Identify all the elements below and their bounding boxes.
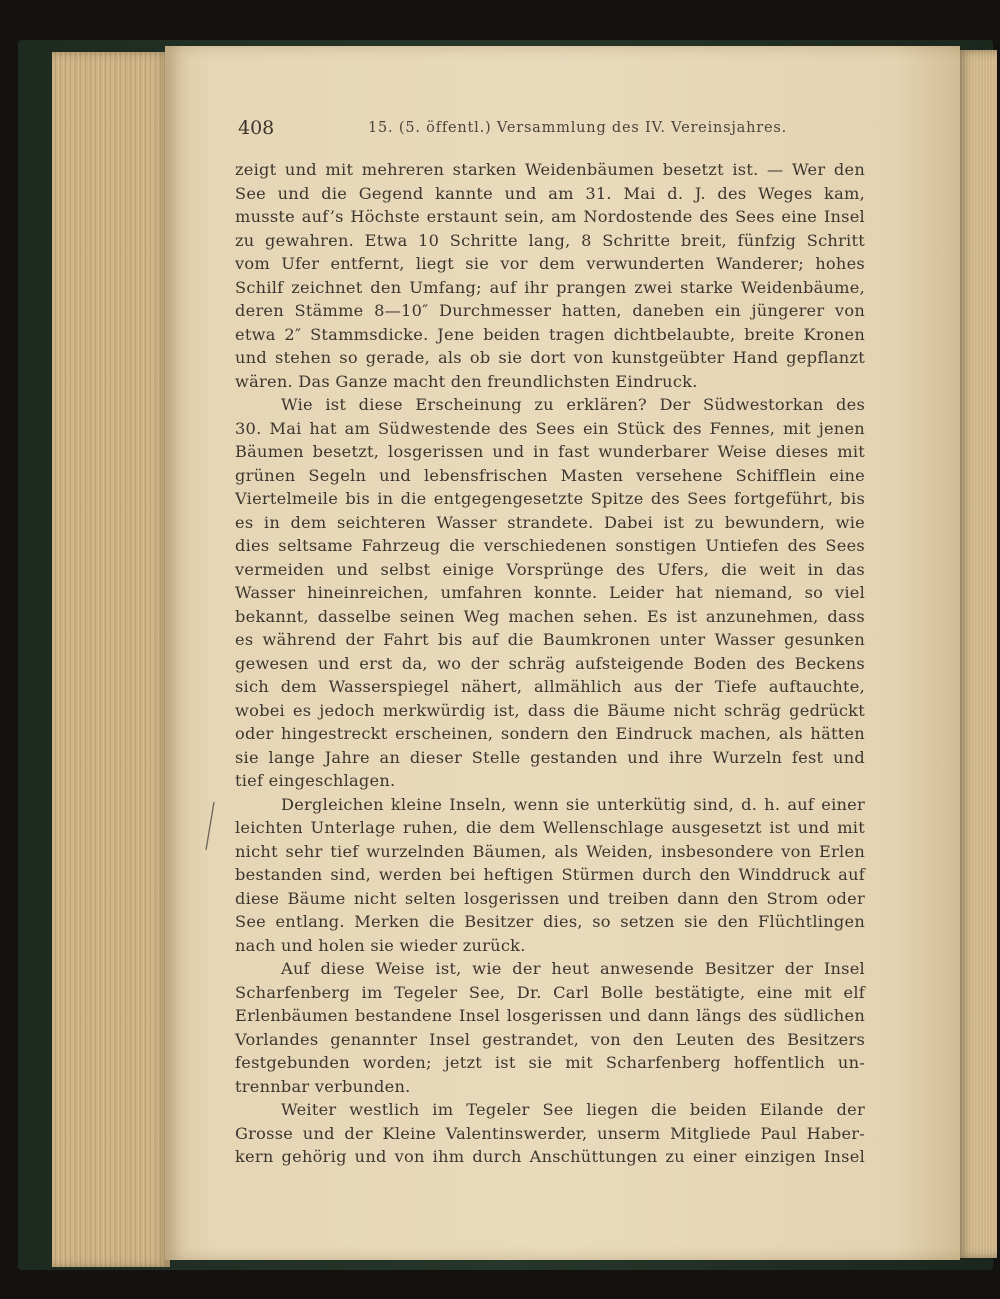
text-line: trennbar verbunden. [235,1076,411,1096]
text-line: oder hingestreckt erscheinen, sondern den Eindruck machen, als hätten [235,724,865,743]
text-line: Auf diese Weise ist, wie der heut anwesende Besitzer der Insel [281,959,865,978]
page-number: 408 [238,117,275,139]
text-line: Wasser hineinreichen, umfahren konnte. Leider hat niemand, so viel [235,583,865,602]
text-line: es während der Fahrt bis auf die Baumkronen unter Wasser gesunken [235,630,865,649]
text-line: dies seltsame Fahrzeug die verschiedenen sonstigen Untiefen des Sees [235,536,865,555]
text-line: festgebunden worden; jetzt ist sie mit Scharfenberg hoffentlich un- [235,1053,865,1072]
body-text [235,158,865,1169]
page-header [238,117,868,141]
text-line: Grosse und der Kleine Valentinswerder, unserm Mitgliede Paul Haber- [235,1123,865,1143]
text-line: See und die Gegend kannte und am 31. Mai d. J. des Weges kam, [235,183,865,203]
text-line: Vorlandes genannter Insel gestrandet, von den Leuten des Besitzers [235,1029,865,1049]
text-line: tief eingeschlagen. [235,771,396,790]
text-line: und stehen so gerade, als ob sie dort von kunstgeübter Hand gepflanzt [235,348,865,367]
text-line: Weiter westlich im Tegeler See liegen die beiden Eilande der [281,1100,865,1119]
text-line: zeigt und mit mehreren starken Weidenbäumen besetzt ist. — Wer den [235,160,865,179]
text-line: Viertelmeile bis in die entgegengesetzte Spitze des Sees fortgeführt, bis [235,489,865,508]
text-line: vermeiden und selbst einige Vorsprünge des Ufers, die weit in das [235,559,865,579]
text-line: deren Stämme 8—10″ Durchmesser hatten, daneben ein jüngerer von [235,301,865,320]
text-line: Scharfenberg im Tegeler See, Dr. Carl Bolle bestätigte, eine mit elf [235,982,865,1002]
text-line: bestanden sind, werden bei heftigen Stürmen durch den Winddruck auf [235,865,865,884]
text-line: vom Ufer entfernt, liegt sie vor dem verwunderten Wanderer; hohes [235,254,865,273]
text-line: Schilf zeichnet den Umfang; auf ihr prangen zwei starke Weidenbäume, [235,277,865,297]
text-line: leichten Unterlage ruhen, die dem Wellenschlage ausgesetzt ist und mit [235,818,865,837]
text-line: zu gewahren. Etwa 10 Schritte lang, 8 Schritte breit, fünfzig Schritt [235,230,865,250]
text-line: musste auf’s Höchste erstaunt sein, am Nordostende des Sees eine Insel [235,207,865,226]
text-line: wären. Das Ganze macht den freundlichsten Eindruck. [235,371,698,391]
text-line: nicht sehr tief wurzelnden Bäumen, als Weiden, insbesondere von Erlen [235,841,865,861]
text-line: kern gehörig und von ihm durch Anschüttungen zu einer einzigen Insel [235,1147,865,1166]
text-line: nach und holen sie wieder zurück. [235,935,526,955]
pencil-margin-mark [203,800,217,852]
running-head: 15. (5. öffentl.) Versammlung des IV. Vereinsjahres. [368,120,788,136]
text-line: bekannt, dasselbe seinen Weg machen sehen. Es ist anzunehmen, dass [235,606,865,626]
text-line: gewesen und erst da, wo der schräg aufsteigende Boden des Beckens [235,653,865,673]
text-line: diese Bäume nicht selten losgerissen und treiben dann den Strom oder [235,888,865,908]
text-line: 30. Mai hat am Südwestende des Sees ein Stück des Fennes, mit jenen [235,418,865,438]
text-line: sich dem Wasserspiegel nähert, allmählich aus der Tiefe auftauchte, [235,677,865,696]
text-line: See entlang. Merken die Besitzer dies, so setzen sie den Flüchtlingen [235,912,865,931]
text-line: grünen Segeln und lebensfrischen Masten versehene Schifflein eine [235,465,865,485]
page-stack-right [955,50,997,1258]
text-line: sie lange Jahre an dieser Stelle gestanden und ihre Wurzeln fest und [235,747,865,767]
text-line: wobei es jedoch merkwürdig ist, dass die Bäume nicht schräg gedrückt [235,700,865,720]
text-line: etwa 2″ Stammsdicke. Jene beiden tragen dichtbelaubte, breite Kronen [235,324,865,344]
page-stack-left [52,52,170,1267]
text-line: Erlenbäumen bestandene Insel losgerissen und dann längs des südlichen [235,1006,865,1025]
text-line: Wie ist diese Erscheinung zu erklären? Der Südwestorkan des [281,395,865,414]
text-line: es in dem seichteren Wasser strandete. Dabei ist zu bewundern, wie [235,512,865,532]
text-line: Bäumen besetzt, losgerissen und in fast wunderbarer Weise dieses mit [235,442,865,461]
text-line: Dergleichen kleine Inseln, wenn sie unterkütig sind, d. h. auf einer [281,794,865,814]
